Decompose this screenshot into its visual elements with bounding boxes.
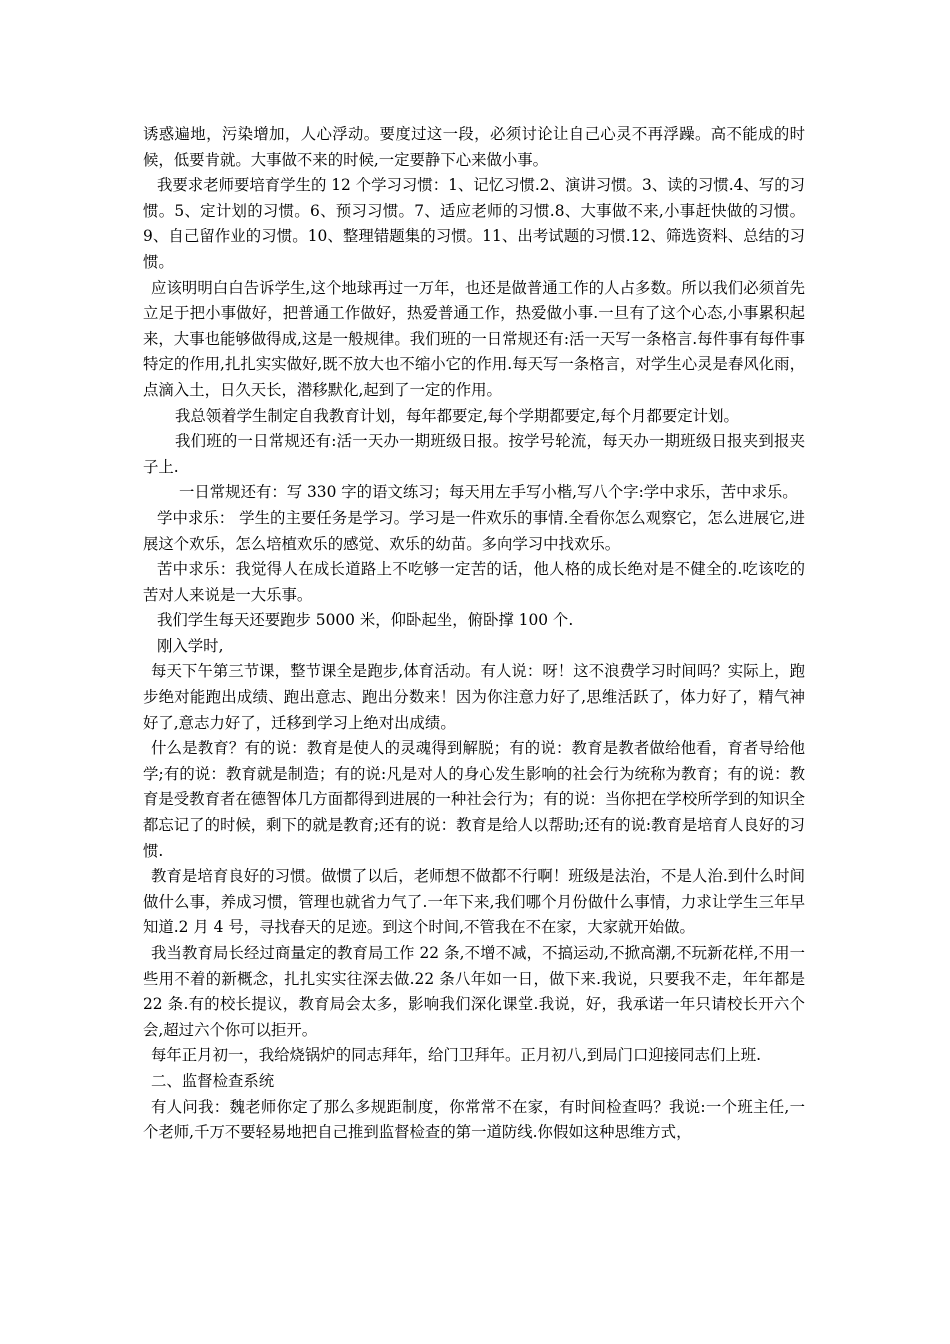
paragraph-12: 什么是教育？有的说：教育是使人的灵魂得到解脱；有的说：教育是教者做给他看，育者导给他学;有的说：教育就是制造；有的说:凡是对人的身心发生影响的社会行为统称为教育；有的说：教育是受教育者在德智体几方面都得到进展的一种社会行为；有的说：当你把在学校所学到的知识全都忘记了的时候，剩下的就是教育;还有的说：教育是给人以帮助;还有的说:教育是培育人良好的习惯. <box>143 739 805 860</box>
paragraph-4: 我总领着学生制定自我教育计划，每年都要定,每个学期都要定,每个月都要定计划。 <box>175 406 739 425</box>
paragraph-14: 我当教育局长经过商量定的教育局工作 22 条,不增不减，不搞运动,不掀高潮,不玩新花样,不用一些用不着的新概念，扎扎实实往深去做.22 条八年如一日，做下来.我说，只要我不走，年年都是 22 条.有的校长提议，教育局会太多，影响我们深化课堂.我说，好，我承诺一年只请校长开六个会,超过六个你可以拒开。 <box>143 944 805 1039</box>
paragraph-9: 我们学生每天还要跑步 5000 米，仰卧起坐，俯卧撑 100 个. <box>157 611 574 630</box>
paragraph-10: 刚入学时, <box>157 636 224 655</box>
section-heading: 二、监督检查系统 <box>151 1071 275 1090</box>
paragraph-2: 我要求老师要培育学生的 12 个学习习惯：1、记忆习惯.2、演讲习惯。3、读的习惯.4、写的习惯。5、定计划的习惯。6、预习习惯。7、适应老师的习惯.8、大事做不来,小事赶快做的习惯。9、自己留作业的习惯。10、整理错题集的习惯。11、出考试题的习惯.12、筛选资料、总结的习惯。 <box>143 176 805 271</box>
paragraph-11: 每天下午第三节课，整节课全是跑步,体育活动。有人说：呀！这不浪费学习时间吗？实际上，跑步绝对能跑出成绩、跑出意志、跑出分数来！因为你注意力好了,思维活跃了，体力好了，精气神好了,意志力好了，迁移到学习上绝对出成绩。 <box>143 662 805 732</box>
paragraph-3: 应该明明白白告诉学生,这个地球再过一万年，也还是做普通工作的人占多数。所以我们必须首先立足于把小事做好，把普通工作做好，热爱普通工作，热爱做小事.一旦有了这个心态,小事累积起来，大事也能够做得成,这是一般规律。我们班的一日常规还有:活一天写一条格言.每件事有每件事特定的作用,扎扎实实做好,既不放大也不缩小它的作用.每天写一条格言，对学生心灵是春风化雨，点滴入土，日久天长，潜移默化,起到了一定的作用。 <box>143 278 805 399</box>
paragraph-15: 每年正月初一，我给烧锅炉的同志拜年，给门卫拜年。正月初八,到局门口迎接同志们上班. <box>151 1046 762 1065</box>
paragraph-5: 我们班的一日常规还有:活一天办一期班级日报。按学号轮流，每天办一期班级日报夹到报夹子上. <box>143 432 805 476</box>
paragraph-13: 教育是培育良好的习惯。做惯了以后，老师想不做都不行啊！班级是法治，不是人治.到什么时间做什么事，养成习惯，管理也就省力气了.一年下来,我们哪个月份做什么事情，力求让学生三年早知道.2 月 4 号，寻找春天的足迹。到这个时间,不管我在不在家，大家就开始做。 <box>143 867 805 937</box>
paragraph-17: 有人问我：魏老师你定了那么多规距制度，你常常不在家，有时间检查吗？我说:一个班主任,一个老师,千万不要轻易地把自己推到监督检查的第一道防线.你假如这种思维方式， <box>143 1097 805 1142</box>
document-body <box>143 122 805 1146</box>
paragraph-6: 一日常规还有：写 330 字的语文练习；每天用左手写小楷,写八个字:学中求乐，苦中求乐。 <box>179 483 798 502</box>
paragraph-8: 苦中求乐：我觉得人在成长道路上不吃够一定苦的话，他人格的成长绝对是不健全的.吃该吃的苦对人来说是一大乐事。 <box>143 560 805 604</box>
paragraph-7: 学中求乐： 学生的主要任务是学习。学习是一件欢乐的事情.全看你怎么观察它，怎么进展它,进展这个欢乐，怎么培植欢乐的感觉、欢乐的幼苗。多向学习中找欢乐。 <box>143 508 805 553</box>
paragraph-1: 诱惑遍地，污染增加，人心浮动。要度过这一段，必须讨论让自己心灵不再浮躁。高不能成的时候，低要肯就。大事做不来的时候,一定要静下心来做小事。 <box>143 125 805 169</box>
